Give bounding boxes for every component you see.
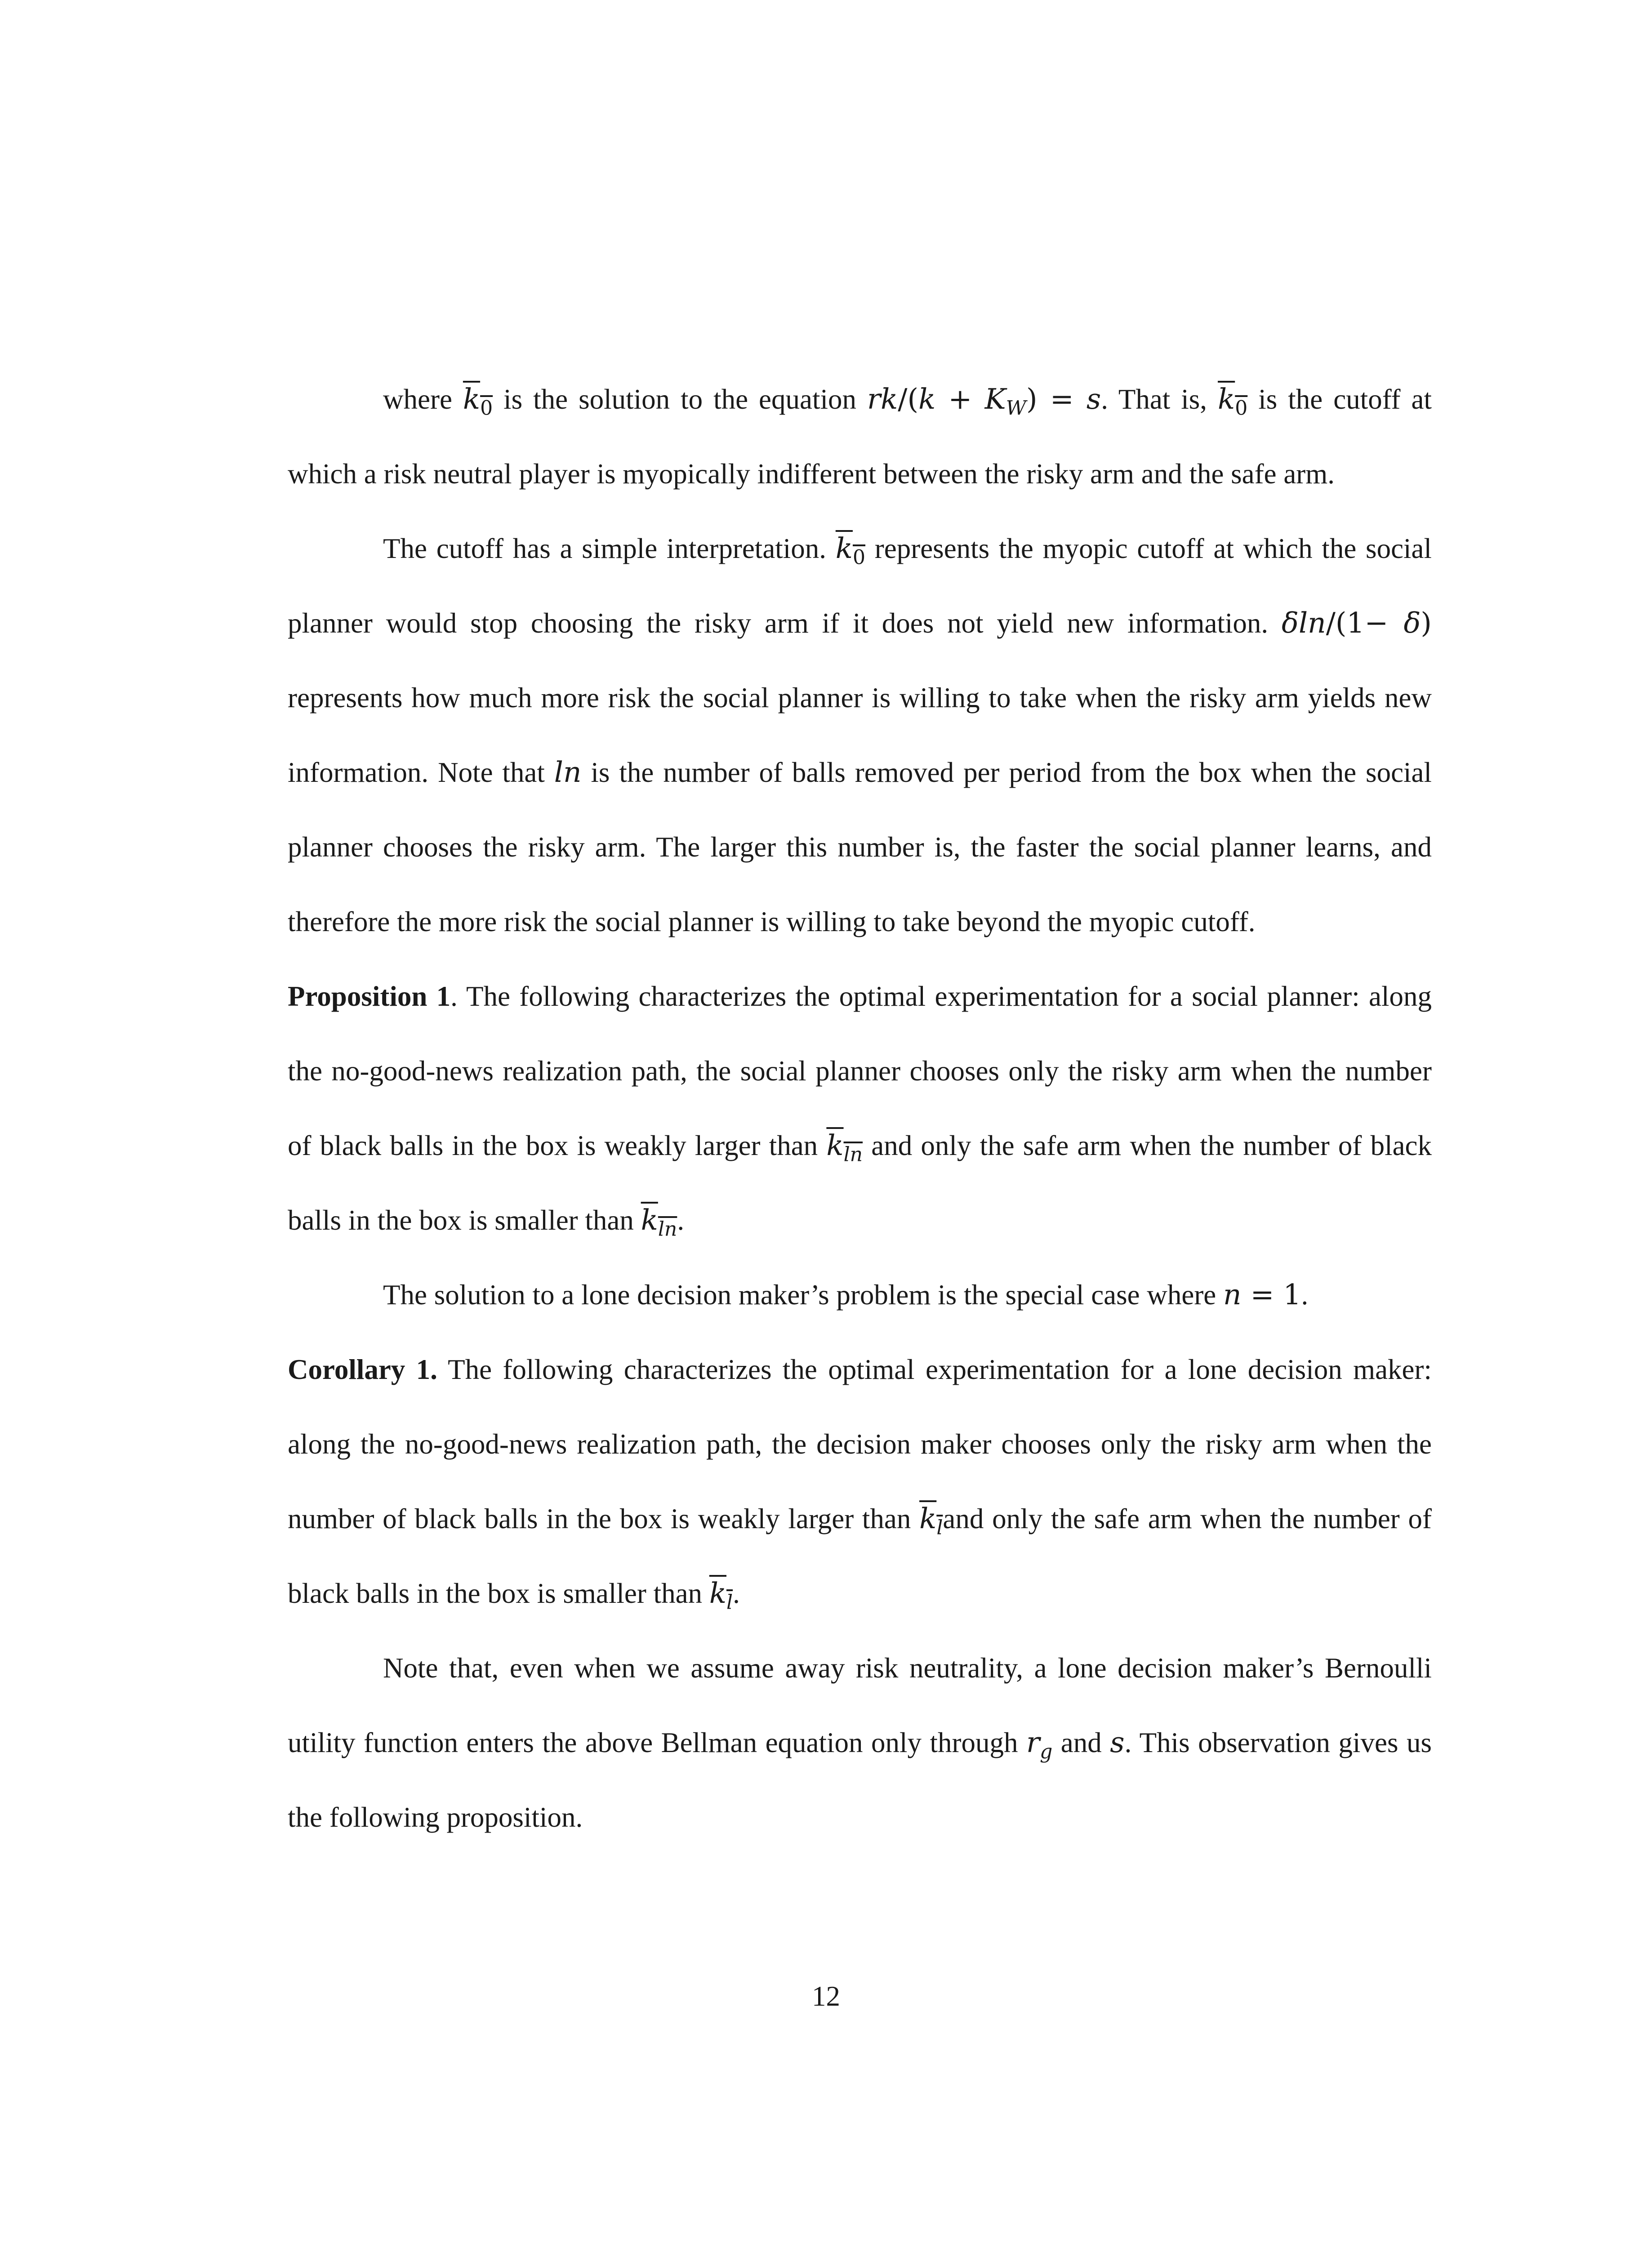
text-run: where <box>383 384 463 415</box>
text-run: The following characterizes the optimal experimentation for a lone decision maker: along the no-good-news realization path, the decision maker chooses only the risky arm when the number of black balls in the box is weakly larger than <box>288 1354 1432 1534</box>
text-run: . The following characterizes the optimal experimentation for a social planner: along the no-good-news realization path, the social planner chooses only the risky arm when the number of black balls in the box is weakly larger than <box>288 981 1432 1161</box>
text-run: and only the safe arm when the number of black balls in the box is smaller than <box>288 1130 1432 1236</box>
proposition-label: Proposition 1 <box>288 981 451 1012</box>
math-kln-bar: $k_{ln}$ <box>826 1129 863 1166</box>
math-equation: $rk/(k + K_W) = s$ <box>867 383 1101 420</box>
paragraph-bernoulli <box>288 1631 1432 1855</box>
math-ln: ln <box>554 756 582 789</box>
text-run: and <box>1052 1727 1110 1758</box>
text-run: . <box>677 1204 685 1236</box>
paragraph-special-case <box>288 1258 1432 1332</box>
text-run: . This observation gives us the following proposition. <box>288 1727 1432 1833</box>
math-s: s <box>1110 1726 1125 1759</box>
math-kl-bar: $k_l$ <box>709 1577 733 1614</box>
body-text <box>288 362 1432 1855</box>
text-run: is the solution to the equation <box>493 384 867 415</box>
math-k0-bar: $k_0$ <box>1218 383 1248 420</box>
math-delta-ratio: δln/(1− δ) <box>1282 607 1432 639</box>
math-k0-bar: $k_0$ <box>463 383 493 420</box>
proposition-1 <box>288 959 1432 1258</box>
text-run: is the number of balls removed per period from the box when the social planner chooses the risky arm. The larger this number is, the faster the social planner learns, and therefore the more risk the social planner is willing to take beyond the myopic cutoff. <box>288 757 1432 937</box>
math-k0-bar: $k_0$ <box>835 532 866 569</box>
math-kl-bar: $k_l$ <box>919 1502 943 1539</box>
text-run: . <box>733 1578 740 1609</box>
text-run: . <box>1301 1279 1309 1311</box>
math-n-equals-one: n = 1 <box>1223 1278 1301 1311</box>
corollary-1 <box>288 1332 1432 1631</box>
text-run: represents the myopic cutoff at which the social planner would stop choosing the risky arm if it does not yield new information. <box>288 533 1432 639</box>
math-kln-bar: $k_{ln}$ <box>641 1204 677 1241</box>
text-run: . That is, <box>1101 384 1218 415</box>
text-run: The cutoff has a simple interpretation. <box>383 533 836 564</box>
paragraph-interpretation <box>288 511 1432 959</box>
text-run: Note that, even when we assume away risk neutrality, a lone decision maker’s Bernoulli utility function enters the above Bellman equation only through <box>288 1652 1432 1758</box>
text-run: is the cutoff at which a risk neutral player is myopically indifferent between the risky arm and the safe arm. <box>288 384 1432 490</box>
page-number: 12 <box>812 1980 840 2012</box>
text-run: and only the safe arm when the number of black balls in the box is smaller than <box>288 1503 1432 1609</box>
text-run: The solution to a lone decision maker’s problem is the special case where <box>383 1279 1224 1311</box>
corollary-label: Corollary 1. <box>288 1354 437 1385</box>
text-run: represents how much more risk the social planner is willing to take when the risky arm yields new information. Note that <box>288 682 1432 788</box>
math-r-g: $r_g$ <box>1026 1726 1053 1763</box>
paragraph-cutoff-definition <box>288 362 1432 511</box>
